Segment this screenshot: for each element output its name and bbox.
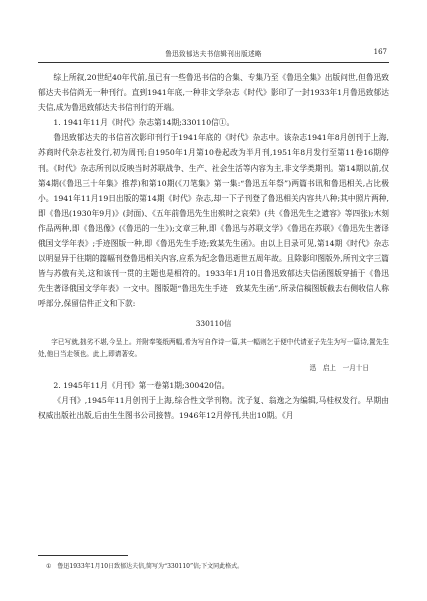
letter-title: 330110信: [195, 318, 232, 328]
running-head: [38, 46, 389, 60]
body-text: [38, 70, 389, 423]
letter-block: [38, 318, 389, 374]
letter-signature: 迅 启上 一月十日: [309, 363, 369, 372]
letter-text: 字已写就,拙劣不堪,今呈上。并附奉笺纸两幅,希为写自作诗一篇,其一幅则乞于便中代请亚子先生为写一篇诗,置先生处,他日当走领也。此上,即请著安。: [38, 337, 389, 358]
footnote-text: 鲁迅1933年1月10日致郁达夫信,简写为“330110”信;下文同此格式。: [57, 563, 244, 570]
footnote-mark: ①: [46, 563, 52, 570]
section-heading-2: 2. 1945年11月《月刊》第一卷第1期;300420信。: [53, 380, 230, 390]
header-rule: [38, 62, 389, 63]
section-heading-1: 1. 1941年11月《时代》杂志第14期;330110信①。: [53, 118, 235, 128]
footnote: [46, 562, 386, 572]
paragraph-yuekan: 《月刊》,1945年11月创刊于上海,综合性文学刊物。沈子复、翁逸之为编辑,马桂权发行。早期由权威出版社出版,后由生生图书公司接替。1946年12月停刊,共出10期。《月: [38, 395, 389, 420]
footnote-rule: [38, 555, 128, 556]
page-number: 167: [373, 48, 387, 56]
paragraph-intro: 综上所叙,20世纪40年代前,虽已有一些鲁迅书信的合集、专集乃至《鲁迅全集》出版问世,但鲁迅致郁达夫书信尚无一种刊行。直到1941年底,一种非文学杂志《时代》影印了一封1933年1月鲁迅致郁达夫信,成为鲁迅致郁达夫书信刊行的开端。: [38, 73, 389, 113]
paragraph-shidai: 鲁迅致郁达夫的书信首次影印刊行于1941年底的《时代》杂志中。该杂志1941年8月创刊于上海,苏商时代杂志社发行,初为周刊;自1950年1月第10卷起改为半月刊,1951年8月发行至第11卷16期停刊。《时代》杂志所刊以反映当时苏联战争、生产、社会生活等内容为主,非文学类期刊。第14期以前,仅第4期(《鲁迅三十年集》推荐)和第10期(《刀笔集》第一集:“鲁迅五年祭”)两篇书讯和鲁迅相关,占比极小。1941年11月19日出版的第14期《时代》杂志,却一下子刊登了鲁迅相关内容共八种;其中照片两种,即《鲁迅(1930年9月)》(封面)、《五年前鲁迅先生出殡时之哀荣》(共《鲁迅先生之遗容》等四张);木刻作品两种,即《鲁迅像》(《鲁迅的一生》);文章三种,即《鲁迅与苏联文学》《鲁迅在苏联》《鲁迅先生著译俄国文学年表》;手迹图版一种,即《鲁迅先生手迹;致某先生函》。由以上目录可见,第14期《时代》杂志以明显异于往期的篇幅刊登鲁迅相关内容,应系为纪念鲁迅逝世五周年故。且除影印图版外,所刊文字三篇皆与苏俄有关,这和该刊一贯的主题也是相符的。1933年1月10日鲁迅致郁达夫信函图版穿插于《鲁迅先生著译俄国文学年表》一文中。图版题“鲁迅先生手迹 致某先生函”,所录信稿图版截去右侧收信人称呼部分,保留信件正文和下款:: [38, 133, 389, 309]
running-title: 鲁迅致郁达夫书信辑刊出版述略: [165, 50, 262, 58]
